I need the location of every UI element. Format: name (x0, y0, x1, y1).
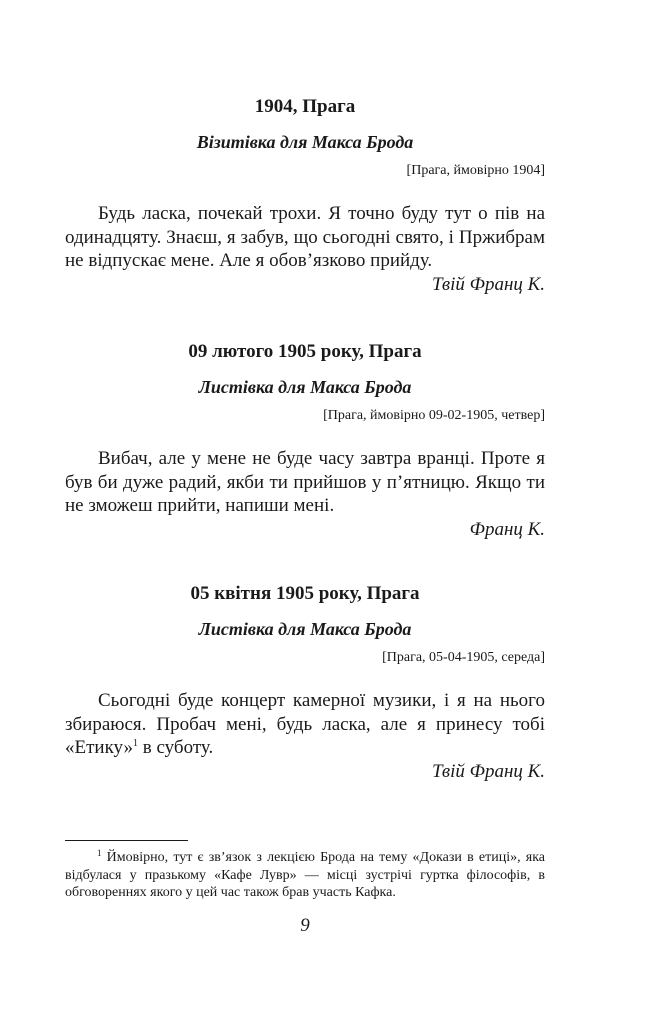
page-number: 9 (300, 915, 310, 936)
entry-body: Будь ласка, почекай трохи. Я точно буду тут о пів на одинадцяту. Знаєш, я забув, що сьогодні свято, і Пржибрам не відпускає мене. Але я обов’язково прийду. (65, 203, 545, 271)
letter-entry-3 (65, 583, 545, 783)
letter-entry-2 (65, 341, 545, 541)
entry-subtitle: Листівка для Макса Брода (198, 619, 412, 639)
footnote-mark: 1 (97, 848, 102, 858)
book-page (65, 0, 545, 1024)
entry-signature: Твій Франц К. (432, 760, 545, 782)
entry-body (65, 689, 545, 760)
entry-date-note: [Прага, ймовірно 09-02-1905, четвер] (323, 408, 545, 423)
footnote-text: Ймовірно, тут є зв’язок з лекцією Брода на тему «Докази в етиці», яка відбулася у празькому «Кафе Лувр» — місці зустрічі гуртка філософів, в обговореннях якого у цей час також брав участь Кафка. (65, 850, 545, 900)
entry-date-note: [Прага, ймовірно 1904] (406, 163, 545, 178)
letter-entry-1 (65, 96, 545, 296)
entry-signature: Франц К. (469, 518, 545, 540)
entry-signature: Твій Франц К. (432, 273, 545, 295)
entry-body-text: Сьогодні буде концерт камерної музики, і я на нього збираюся. Пробач мені, будь ласка, але я принесу тобі «Етику» (65, 690, 545, 758)
entry-date-note: [Прага, 05-04-1905, середа] (382, 650, 545, 665)
entry-title: 05 квітня 1905 року, Прага (190, 583, 420, 604)
footnote (65, 849, 545, 902)
entry-title: 1904, Прага (254, 96, 356, 117)
entry-subtitle: Листівка для Макса Брода (198, 377, 412, 397)
footnote-divider (65, 840, 188, 841)
entry-body-text-end: в суботу. (138, 737, 214, 758)
entry-body: Вибач, але у мене не буде часу завтра вранці. Проте я був би дуже радий, якби ти прийшов у п’ятницю. Якщо ти не зможеш прийти, напиши мені. (65, 448, 545, 516)
entry-subtitle: Візитівка для Макса Брода (196, 132, 414, 152)
entry-title: 09 лютого 1905 року, Прага (188, 341, 422, 362)
footnote-reference: 1 (133, 738, 139, 749)
